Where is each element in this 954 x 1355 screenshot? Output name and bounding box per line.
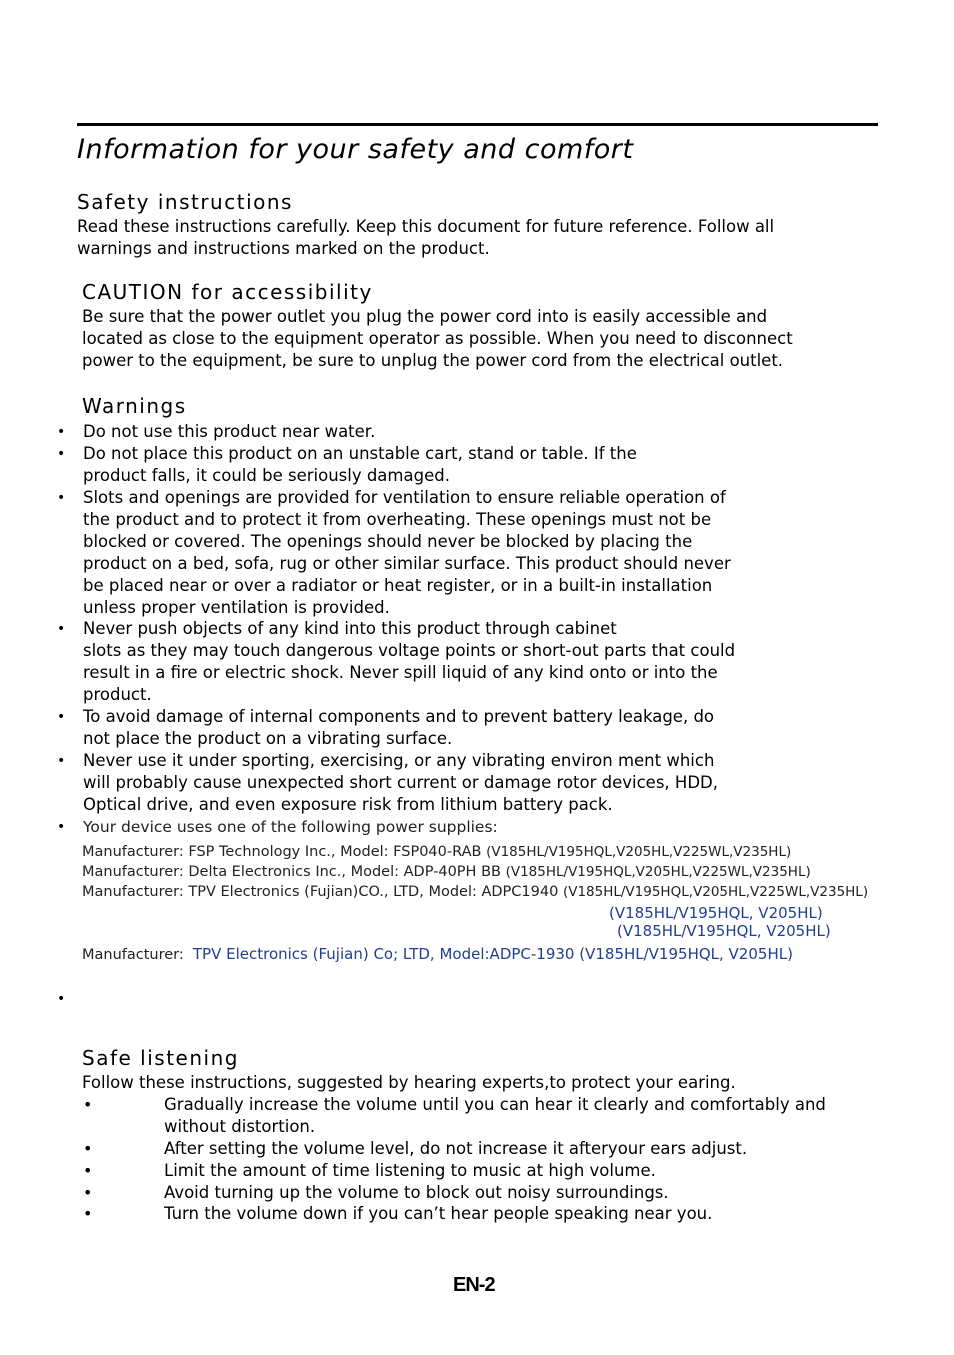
bullet: •	[57, 709, 66, 725]
bullet: •	[57, 490, 66, 506]
bullet: •	[57, 621, 66, 637]
text-line: result in a fire or electric shock. Never spill liquid of any kind onto or into the	[83, 663, 718, 682]
bullet: •	[83, 1161, 93, 1180]
list-item	[164, 1160, 656, 1182]
text-line: power to the equipment, be sure to unplug the power cord from the electrical outlet.	[82, 351, 784, 370]
list-item	[83, 706, 714, 750]
list-item	[83, 443, 637, 487]
text-line: Do not use this product near water.	[83, 422, 376, 441]
text-line: not place the product on a vibrating surface.	[83, 729, 453, 748]
list-item	[164, 1138, 747, 1160]
text-line: warnings and instructions marked on the product.	[77, 239, 490, 258]
safety-text	[77, 216, 774, 260]
listening-intro: Follow these instructions, suggested by hearing experts,to protect your earing.	[82, 1073, 736, 1092]
manufacturer-label: Manufacturer:	[82, 864, 184, 880]
warnings-heading: Warnings	[82, 394, 187, 418]
text-line: located as close to the equipment operator as possible. When you need to disconnect	[82, 329, 793, 348]
text-line: Optical drive, and even exposure risk from lithium battery pack.	[83, 795, 613, 814]
top-rule	[77, 123, 878, 126]
list-item	[164, 1203, 712, 1225]
manufacturer-name: Delta Electronics Inc., Model: ADP-40PH BB	[188, 864, 501, 880]
text-line: Avoid turning up the volume to block out noisy surroundings.	[164, 1183, 669, 1202]
text-line: Gradually increase the volume until you can hear it clearly and comfortably and	[164, 1095, 826, 1114]
manufacturer-row	[82, 944, 793, 963]
text-line: Do not place this product on an unstable cart, stand or table. If the	[83, 444, 637, 463]
model-list-extra: (V185HL/V195HQL, V205HL)	[609, 904, 823, 922]
manufacturer-row	[82, 844, 791, 860]
safety-heading: Safety instructions	[77, 190, 293, 214]
manufacturer-name: TPV Electronics (Fujian)CO., LTD, Model: ADPC1940	[188, 884, 559, 900]
list-item	[83, 750, 718, 816]
manufacturer-row	[82, 884, 868, 900]
bullet: •	[83, 1095, 93, 1114]
text-line: blocked or covered. The openings should never be blocked by placing the	[83, 532, 693, 551]
bullet: •	[57, 753, 66, 769]
bullet: •	[57, 991, 66, 1007]
bullet: •	[83, 1139, 93, 1158]
text-line: Limit the amount of time listening to music at high volume.	[164, 1161, 656, 1180]
text-line: will probably cause unexpected short current or damage rotor devices, HDD,	[83, 773, 718, 792]
list-item	[83, 421, 375, 443]
text-line: slots as they may touch dangerous voltage points or short-out parts that could	[83, 641, 736, 660]
bullet: •	[57, 446, 66, 462]
caution-text	[82, 306, 793, 372]
page-title: Information for your safety and comfort	[77, 134, 634, 165]
text-line: Never push objects of any kind into this product through cabinet	[83, 619, 617, 638]
text-line: product.	[83, 685, 152, 704]
list-item	[83, 487, 731, 619]
manufacturer-label: Manufacturer:	[82, 884, 184, 900]
listening-heading: Safe listening	[82, 1046, 239, 1070]
manufacturer-name: TPV Electronics (Fujian) Co; LTD, Model:ADPC-1930 (V185HL/V195HQL, V205HL)	[192, 945, 793, 963]
text-line: Turn the volume down if you can’t hear people speaking near you.	[164, 1204, 713, 1223]
page-number: EN-2	[453, 1274, 495, 1296]
caution-heading: CAUTION for accessibility	[82, 280, 373, 304]
bullet: •	[83, 1204, 93, 1223]
list-item	[83, 618, 735, 706]
manufacturer-label: Manufacturer:	[82, 947, 184, 963]
manufacturer-row	[82, 864, 811, 880]
text-line: To avoid damage of internal components and to prevent battery leakage, do	[83, 707, 715, 726]
text-line: product on a bed, sofa, rug or other similar surface. This product should never	[83, 554, 731, 573]
text-line: without distortion.	[164, 1117, 316, 1136]
list-item	[164, 1094, 826, 1138]
text-line: the product and to protect it from overheating. These openings must not be	[83, 510, 712, 529]
text-line: Read these instructions carefully. Keep this document for future reference. Follow all	[77, 217, 775, 236]
text-line: be placed near or over a radiator or heat register, or in a built-in installation	[83, 576, 713, 595]
manufacturer-name: FSP Technology Inc., Model: FSP040-RAB	[188, 844, 482, 860]
text-line: Slots and openings are provided for ventilation to ensure reliable operation of	[83, 488, 726, 507]
bullet: •	[57, 424, 66, 440]
bullet: •	[83, 1183, 93, 1202]
text-line: unless proper ventilation is provided.	[83, 598, 390, 617]
model-list-extra: (V185HL/V195HQL, V205HL)	[617, 922, 831, 940]
text-line: Be sure that the power outlet you plug the power cord into is easily accessible and	[82, 307, 768, 326]
text-line: Your device uses one of the following power supplies:	[83, 818, 498, 836]
model-list: (V185HL/V195HQL,V205HL,V225WL,V235HL)	[486, 844, 792, 860]
text-line: After setting the volume level, do not increase it afteryour ears adjust.	[164, 1139, 748, 1158]
model-list: (V185HL/V195HQL,V205HL,V225WL,V235HL)	[505, 864, 811, 880]
list-item	[83, 816, 498, 838]
text-line: product falls, it could be seriously damaged.	[83, 466, 450, 485]
manufacturer-label: Manufacturer:	[82, 844, 184, 860]
model-list: (V185HL/V195HQL,V205HL,V225WL,V235HL)	[562, 884, 869, 900]
bullet: •	[57, 819, 66, 835]
text-line: Never use it under sporting, exercising, or any vibrating environ ment which	[83, 751, 715, 770]
list-item	[164, 1182, 669, 1204]
